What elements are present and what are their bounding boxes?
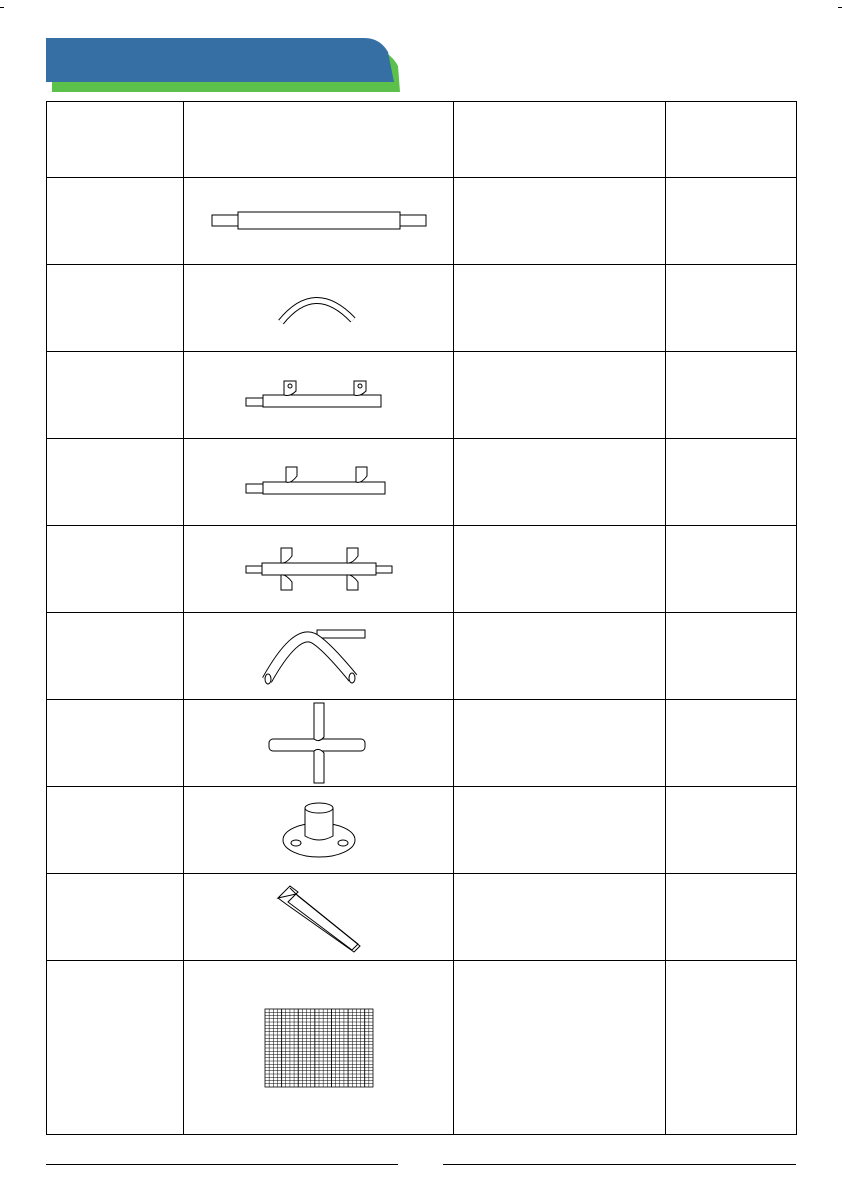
part-picture [184, 439, 454, 526]
part-picture [184, 352, 454, 439]
table-row [47, 613, 797, 700]
curved-tube-icon [269, 288, 369, 328]
table-row [47, 178, 797, 265]
tube-with-two-u-clips-icon [244, 464, 394, 500]
part-quantity [666, 874, 797, 961]
angled-tube-with-arm-icon [259, 626, 379, 686]
table-row [47, 265, 797, 352]
table-row [47, 352, 797, 439]
footer-rule-left [46, 1164, 398, 1165]
section-header-tab [46, 38, 402, 94]
part-quantity [666, 961, 797, 1135]
crop-mark-top-right-horizontal [838, 7, 842, 8]
table-row [47, 787, 797, 874]
column-header-quantity [666, 102, 797, 178]
part-quantity [666, 265, 797, 352]
part-picture [184, 265, 454, 352]
part-description [454, 613, 666, 700]
part-quantity [666, 439, 797, 526]
footer-rule-right [443, 1164, 796, 1165]
column-header-description [454, 102, 666, 178]
part-number [47, 439, 184, 526]
part-description [454, 178, 666, 265]
part-picture [184, 787, 454, 874]
table-row [47, 961, 797, 1135]
part-description [454, 874, 666, 961]
part-picture [184, 178, 454, 265]
part-number [47, 352, 184, 439]
part-number [47, 961, 184, 1135]
part-quantity [666, 787, 797, 874]
crop-mark-top-left-horizontal [0, 7, 4, 8]
part-picture [184, 526, 454, 613]
parts-list-table [46, 101, 797, 1135]
cross-connector-icon [264, 701, 374, 785]
part-number [47, 613, 184, 700]
table-row [47, 439, 797, 526]
part-number [47, 178, 184, 265]
part-picture [184, 700, 454, 787]
part-quantity [666, 613, 797, 700]
table-row [47, 526, 797, 613]
hex-key-icon [274, 880, 364, 954]
part-description [454, 352, 666, 439]
tube-with-two-tabs-and-holes-icon [244, 377, 394, 413]
part-description [454, 526, 666, 613]
straight-tube-with-end-connectors-icon [204, 206, 434, 236]
part-number [47, 526, 184, 613]
part-description [454, 961, 666, 1135]
table-row [47, 874, 797, 961]
net-mesh-icon [264, 1008, 374, 1088]
column-header-number [47, 102, 184, 178]
base-flange-icon [279, 798, 359, 862]
part-number [47, 700, 184, 787]
part-description [454, 265, 666, 352]
part-quantity [666, 700, 797, 787]
part-quantity [666, 526, 797, 613]
part-description [454, 439, 666, 526]
part-number [47, 874, 184, 961]
part-description [454, 700, 666, 787]
part-number [47, 787, 184, 874]
tube-with-four-clips-icon [244, 546, 394, 592]
column-header-picture [184, 102, 454, 178]
table-row [47, 700, 797, 787]
part-picture [184, 874, 454, 961]
part-picture [184, 961, 454, 1135]
part-description [454, 787, 666, 874]
part-quantity [666, 178, 797, 265]
part-picture [184, 613, 454, 700]
part-quantity [666, 352, 797, 439]
part-number [47, 265, 184, 352]
table-header-row [47, 102, 797, 178]
